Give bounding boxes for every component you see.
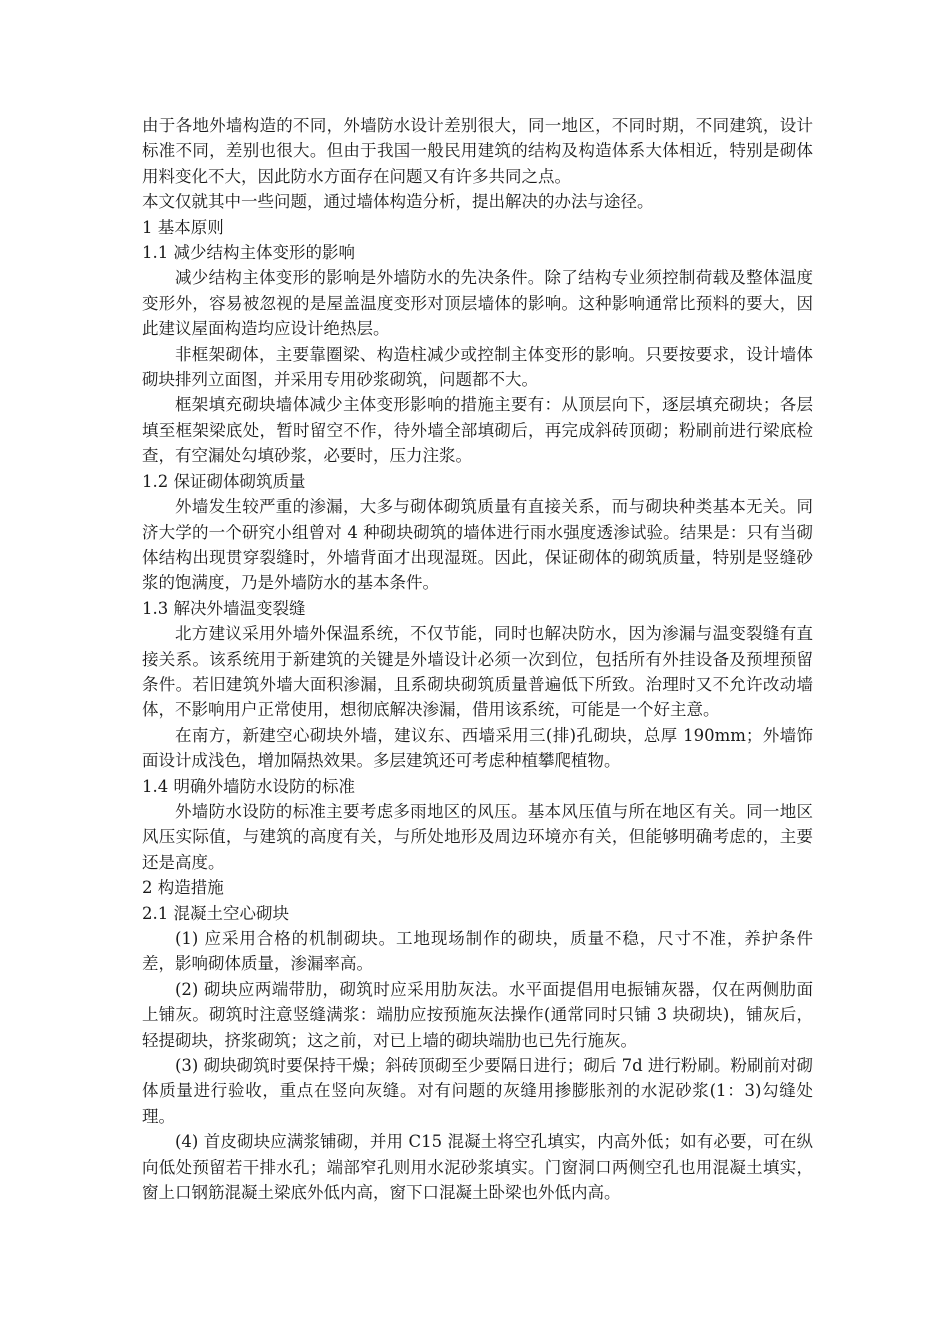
paragraph-1-2-a: 外墙发生较严重的渗漏，大多与砌体砌筑质量有直接关系，而与砌块种类基本无关。同济大学的一个研究小组曾对 4 种砌块砌筑的墙体进行雨水强度透渗试验。结果是：只有当砌体结构出现贯穿裂缝时，外墙背面才出现湿斑。因此，保证砌体的砌筑质量，特别是竖缝砂浆的饱满度，乃是外墙防水的基本条件。 <box>142 497 813 593</box>
subsection-heading-2-1: 2.1 混凝土空心砌块 <box>142 903 289 923</box>
paragraph-1-1-b: 非框架砌体，主要靠圈梁、构造柱减少或控制主体变形的影响。只要按要求，设计墙体砌块排列立面图，并采用专用砂浆砌筑，问题都不大。 <box>142 344 813 390</box>
section-heading-2: 2 构造措施 <box>142 878 224 898</box>
subsection-heading-1-2: 1.2 保证砌体砌筑质量 <box>142 471 306 491</box>
section-heading-1: 1 基本原则 <box>142 217 224 237</box>
intro-paragraph-2: 本文仅就其中一些问题，通过墙体构造分析，提出解决的办法与途径。 <box>142 192 654 212</box>
paragraph-1-3-a: 北方建议采用外墙外保温系统，不仅节能，同时也解决防水，因为渗漏与温变裂缝有直接关系。该系统用于新建筑的关键是外墙设计必须一次到位，包括所有外挂设备及预埋预留条件。若旧建筑外墙大面积渗漏，且系砌块砌筑质量普遍低下所致。治理时又不允许改动墙体，不影响用户正常使用，想彻底解决渗漏，借用该系统，可能是一个好主意。 <box>142 624 813 720</box>
paragraph-2-1-item-2: (2) 砌块应两端带肋，砌筑时应采用肋灰法。水平面提倡用电振铺灰器，仅在两侧肋面上铺灰。砌筑时注意竖缝满浆：端肋应按预施灰法操作(通常同时只铺 3 块砌块)，铺灰后，轻提砌块，挤浆砌筑；这之前，对已上墙的砌块端肋也已先行施灰。 <box>142 979 813 1050</box>
paragraph-1-1-a: 减少结构主体变形的影响是外墙防水的先决条件。除了结构专业须控制荷载及整体温度变形外，容易被忽视的是屋盖温度变形对顶层墙体的影响。这种影响通常比预料的要大，因此建议屋面构造均应设计绝热层。 <box>142 268 813 339</box>
intro-paragraph-1: 由于各地外墙构造的不同，外墙防水设计差别很大，同一地区，不同时期，不同建筑，设计标准不同，差别也很大。但由于我国一般民用建筑的结构及构造体系大体相近，特别是砌体用料变化不大，因此防水方面存在问题又有许多共同之点。 <box>142 116 813 186</box>
paragraph-2-1-item-4: (4) 首皮砌块应满浆铺砌，并用 C15 混凝土将空孔填实，内高外低；如有必要，可在纵向低处预留若干排水孔；端部窄孔则用水泥砂浆填实。门窗洞口两侧空孔也用混凝土填实，窗上口钢筋混凝土梁底外低内高，窗下口混凝土卧梁也外低内高。 <box>142 1132 813 1203</box>
subsection-heading-1-3: 1.3 解决外墙温变裂缝 <box>142 598 306 618</box>
paragraph-1-3-b: 在南方，新建空心砌块外墙，建议东、西墙采用三(排)孔砌块，总厚 190mm；外墙饰面设计成浅色，增加隔热效果。多层建筑还可考虑种植攀爬植物。 <box>142 725 813 771</box>
paragraph-2-1-item-3: (3) 砌块砌筑时要保持干燥；斜砖顶砌至少要隔日进行；砌后 7d 进行粉刷。粉刷前对砌体质量进行验收，重点在竖向灰缝。对有问题的灰缝用掺膨胀剂的水泥砂浆(1：3)勾缝处理。 <box>142 1056 813 1126</box>
subsection-heading-1-1: 1.1 减少结构主体变形的影响 <box>142 243 355 263</box>
paragraph-1-4-a: 外墙防水设防的标准主要考虑多雨地区的风压。基本风压值与所在地区有关。同一地区风压实际值，与建筑的高度有关，与所处地形及周边环境亦有关，但能够明确考虑的，主要还是高度。 <box>142 801 813 872</box>
paragraph-2-1-item-1: (1) 应采用合格的机制砌块。工地现场制作的砌块，质量不稳，尺寸不准，养护条件差，影响砌体质量，渗漏率高。 <box>142 929 813 974</box>
subsection-heading-1-4: 1.4 明确外墙防水设防的标准 <box>142 776 355 796</box>
document-page <box>142 113 813 1205</box>
paragraph-1-1-c: 框架填充砌块墙体减少主体变形影响的措施主要有：从顶层向下，逐层填充砌块；各层填至框架梁底处，暂时留空不作，待外墙全部填砌后，再完成斜砖顶砌；粉刷前进行梁底检查，有空漏处勾填砂浆，必要时，压力注浆。 <box>142 395 813 466</box>
